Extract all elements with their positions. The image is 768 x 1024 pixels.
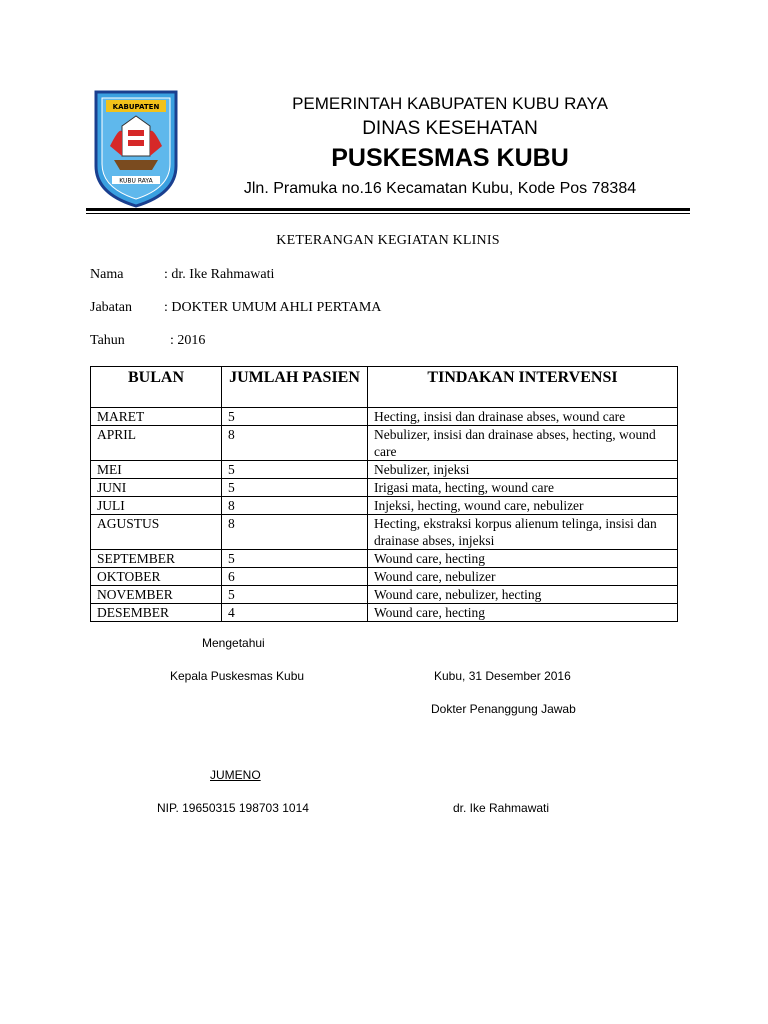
table-row xyxy=(91,426,678,461)
field-label-jabatan: Jabatan xyxy=(90,300,132,315)
cell-patients: 5 xyxy=(222,479,368,497)
table-row xyxy=(91,497,678,515)
cell-patients: 5 xyxy=(222,586,368,604)
table-row xyxy=(91,586,678,604)
clinical-activity-table xyxy=(90,366,678,622)
cell-intervention: Hecting, ekstraksi korpus alienum telinga, insisi dan drainase abses, injeksi xyxy=(368,515,678,550)
header-government: PEMERINTAH KABUPATEN KUBU RAYA xyxy=(292,94,608,113)
table-row xyxy=(91,408,678,426)
header-divider-thin xyxy=(86,213,690,214)
table-row xyxy=(91,604,678,622)
table-row xyxy=(91,550,678,568)
cell-patients: 5 xyxy=(222,550,368,568)
cell-month: AGUSTUS xyxy=(91,515,222,550)
field-value-tahun: : 2016 xyxy=(170,333,206,348)
table-header-row xyxy=(91,367,678,408)
logo-text-top: KABUPATEN xyxy=(112,103,160,111)
field-value-nama: : dr. Ike Rahmawati xyxy=(164,267,275,282)
logo-text-bottom: KUBU RAYA xyxy=(119,177,153,185)
kabupaten-logo xyxy=(90,86,182,208)
cell-month: JULI xyxy=(91,497,222,515)
cell-intervention: Wound care, nebulizer xyxy=(368,568,678,586)
cell-intervention: Nebulizer, insisi dan drainase abses, hecting, wound care xyxy=(368,426,678,461)
field-value-jabatan: : DOKTER UMUM AHLI PERTAMA xyxy=(164,300,382,315)
table-row xyxy=(91,568,678,586)
cell-intervention: Wound care, hecting xyxy=(368,550,678,568)
cell-patients: 5 xyxy=(222,461,368,479)
head-name: JUMENO xyxy=(210,768,261,782)
table-row xyxy=(91,461,678,479)
document-title: KETERANGAN KEGIATAN KLINIS xyxy=(276,233,500,248)
header-bulan: BULAN xyxy=(91,367,222,408)
doctor-name: dr. Ike Rahmawati xyxy=(453,801,550,815)
cell-patients: 8 xyxy=(222,497,368,515)
head-nip: NIP. 19650315 198703 1014 xyxy=(157,801,309,815)
cell-month: APRIL xyxy=(91,426,222,461)
header-address: Jln. Pramuka no.16 Kecamatan Kubu, Kode Pos 78384 xyxy=(243,180,637,197)
table-row xyxy=(91,479,678,497)
mengetahui-label: Mengetahui xyxy=(202,636,265,650)
cell-patients: 6 xyxy=(222,568,368,586)
cell-month: SEPTEMBER xyxy=(91,550,222,568)
cell-intervention: Wound care, hecting xyxy=(368,604,678,622)
cell-patients: 8 xyxy=(222,515,368,550)
place-date: Kubu, 31 Desember 2016 xyxy=(434,669,571,683)
header-institution: PUSKESMAS KUBU xyxy=(331,144,569,172)
header-jumlah-pasien: JUMLAH PASIEN xyxy=(222,367,368,408)
cell-patients: 8 xyxy=(222,426,368,461)
cell-intervention: Irigasi mata, hecting, wound care xyxy=(368,479,678,497)
field-label-nama: Nama xyxy=(90,267,124,282)
cell-intervention: Injeksi, hecting, wound care, nebulizer xyxy=(368,497,678,515)
doctor-title: Dokter Penanggung Jawab xyxy=(431,702,576,716)
header-department: DINAS KESEHATAN xyxy=(362,118,538,139)
cell-month: MARET xyxy=(91,408,222,426)
head-title: Kepala Puskesmas Kubu xyxy=(170,669,305,683)
cell-patients: 5 xyxy=(222,408,368,426)
cell-month: DESEMBER xyxy=(91,604,222,622)
cell-patients: 4 xyxy=(222,604,368,622)
header-divider-thick xyxy=(86,208,690,211)
cell-month: NOVEMBER xyxy=(91,586,222,604)
cell-intervention: Nebulizer, injeksi xyxy=(368,461,678,479)
header-tindakan-intervensi: TINDAKAN INTERVENSI xyxy=(368,367,678,408)
table-row xyxy=(91,515,678,550)
cell-intervention: Hecting, insisi dan drainase abses, wound care xyxy=(368,408,678,426)
cell-month: MEI xyxy=(91,461,222,479)
cell-intervention: Wound care, nebulizer, hecting xyxy=(368,586,678,604)
field-label-tahun: Tahun xyxy=(90,333,125,348)
cell-month: JUNI xyxy=(91,479,222,497)
cell-month: OKTOBER xyxy=(91,568,222,586)
